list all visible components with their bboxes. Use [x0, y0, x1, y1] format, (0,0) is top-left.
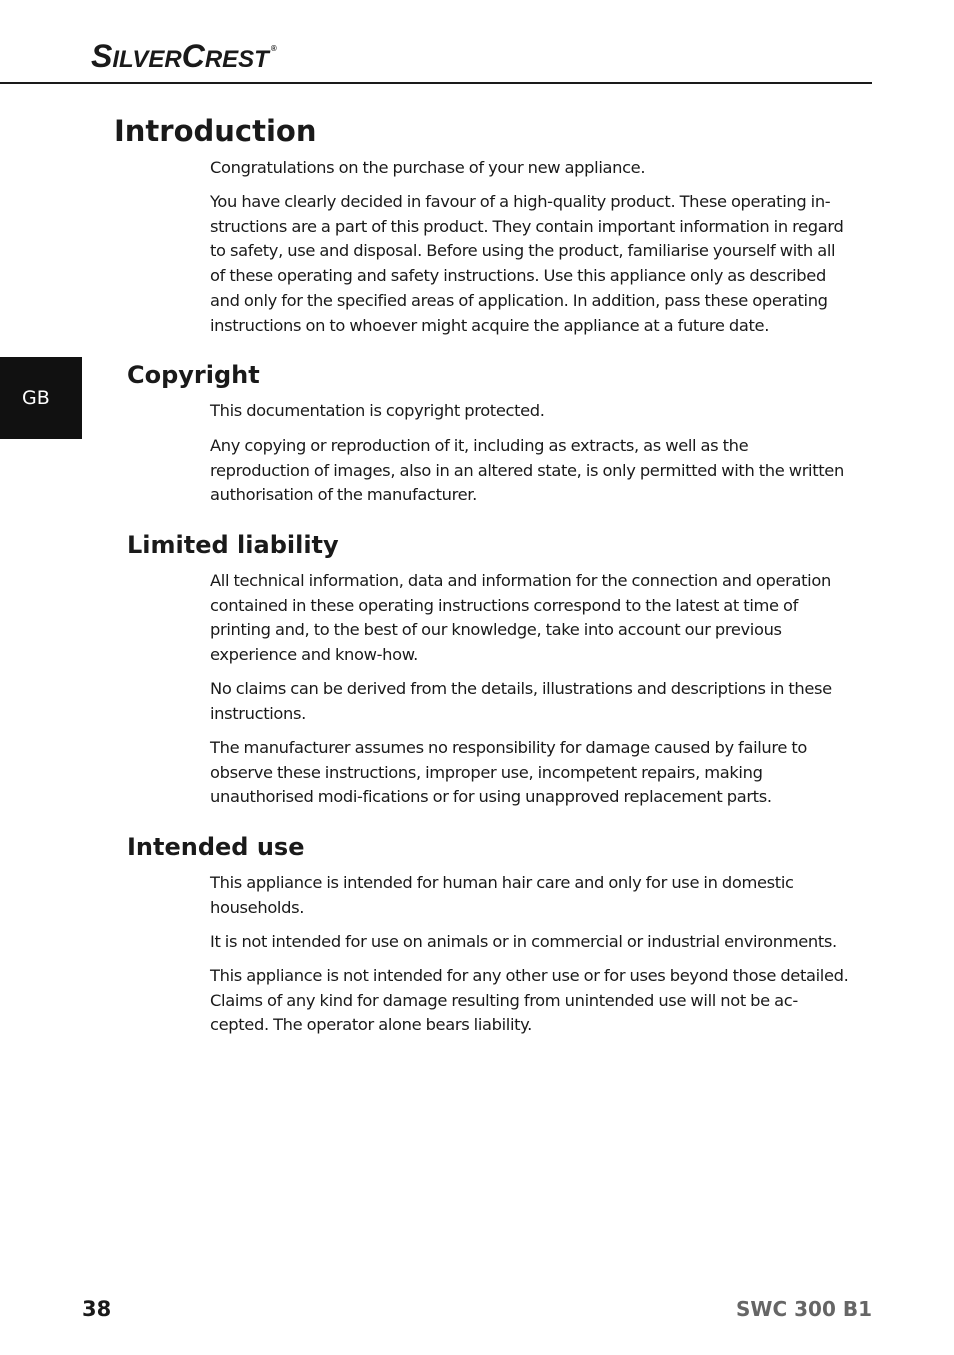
brand-rest-2: REST	[204, 46, 269, 73]
liability-paragraph-2: No claims can be derived from the details, illustrations and descriptions in these instructions.	[210, 679, 832, 723]
registered-mark: ®	[270, 44, 277, 53]
section-heading-limited-liability: Limited liability	[127, 531, 339, 559]
intro-paragraph-2: You have clearly decided in favour of a high-quality product. These operating in-structions are a part of this product. They contain important information in regard to safety, use and disposal. Before using the product, familiarise yourself with all of these operating and safety instructions. Use this appliance only as described and only for the specified areas of application. In addition, pass these operating instructions on to whoever might acquire the appliance at a future date.	[210, 192, 844, 335]
header-rule	[0, 82, 872, 84]
intro-paragraph-1: Congratulations on the purchase of your new appliance.	[210, 158, 646, 177]
copyright-paragraph-2: Any copying or reproduction of it, including as extracts, as well as the reproduction of images, also in an altered state, is only permitted with the written authorisation of the manufacturer.	[210, 436, 844, 505]
liability-paragraph-3: The manufacturer assumes no responsibility for damage caused by failure to observe these instructions, improper use, incompetent repairs, making unauthorised modi-fications or for using unapproved replacement parts.	[210, 738, 808, 807]
language-tab-label: GB	[22, 387, 50, 409]
model-number: SWC 300 B1	[736, 1297, 872, 1321]
brand-initial-2: C	[181, 38, 205, 74]
intended-use-paragraph-3: This appliance is not intended for any other use or for uses beyond those detailed. Claims of any kind for damage resulting from unintended use will not be ac-cepted. The operator alone bears liability.	[210, 966, 849, 1035]
intended-use-paragraph-1: This appliance is intended for human hair care and only for use in domestic households.	[210, 873, 794, 917]
section-heading-intended-use: Intended use	[127, 833, 305, 861]
page-title: Introduction	[114, 114, 317, 148]
brand-rest-1: ILVER	[112, 46, 182, 73]
brand-initial-1: S	[91, 38, 113, 74]
intended-use-paragraph-2: It is not intended for use on animals or in commercial or industrial environments.	[210, 932, 837, 951]
brand-logo	[91, 38, 277, 75]
liability-paragraph-1: All technical information, data and information for the connection and operation contained in these operating instructions correspond to the latest at time of printing and, to the best of our knowledge, take into account our previous experience and know-how.	[210, 571, 831, 665]
section-heading-copyright: Copyright	[127, 361, 260, 389]
copyright-paragraph-1: This documentation is copyright protected.	[210, 401, 545, 420]
language-tab	[0, 357, 82, 439]
page-number: 38	[82, 1297, 112, 1321]
